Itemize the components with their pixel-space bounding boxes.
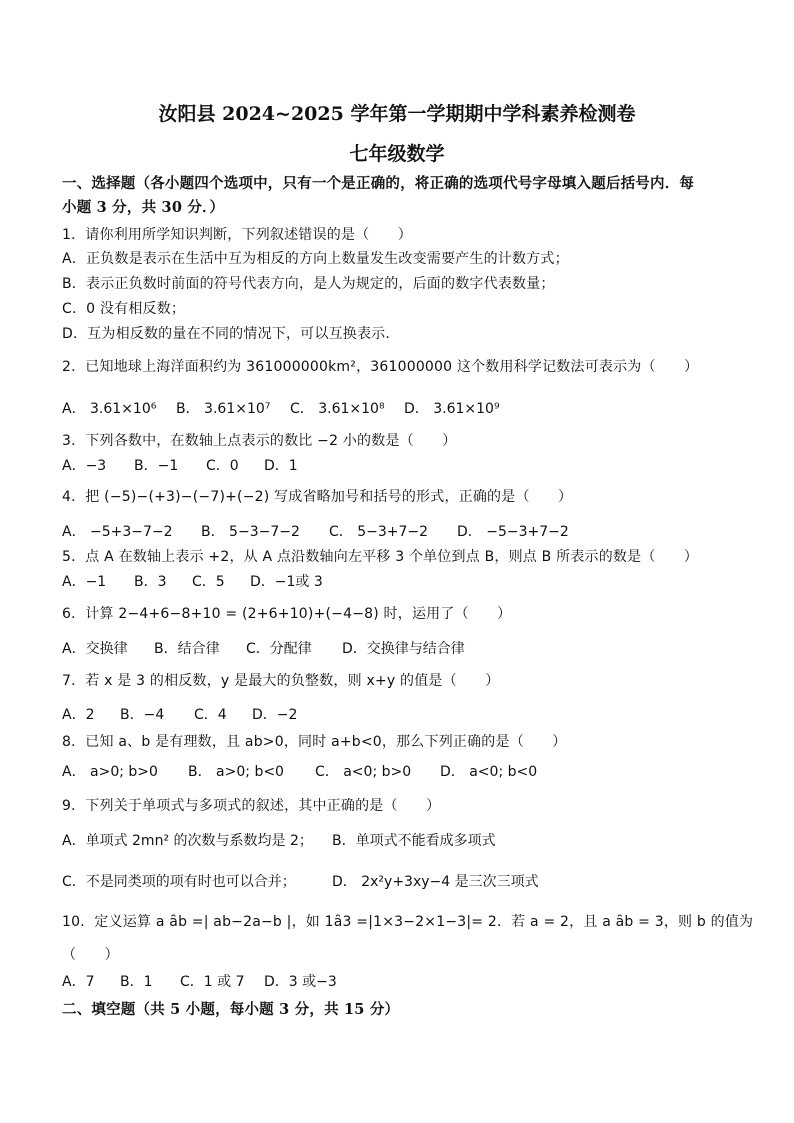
- exam-title: 汝阳县 2024~2025 学年第一学期期中学科素养检测卷: [158, 103, 636, 125]
- q10-stem: 10．定义运算 a ȃb =| ab−2a−b |，如 1ȃ3 =|1×3−2×1−3|= 2．若 a = 2，且 a ȃb = 3，则 b 的值为: [62, 914, 754, 930]
- q7-option-b: B．−4: [120, 707, 165, 723]
- q5-stem: 5．点 A 在数轴上表示 +2，从 A 点沿数轴向左平移 3 个单位到点 B，则点 B 所表示的数是（ ）: [62, 549, 699, 565]
- q5-option-c: C．5: [192, 574, 225, 590]
- q7-option-a: A．2: [62, 707, 95, 723]
- q3-option-d: D．1: [264, 458, 298, 474]
- q2-stem: 2．已知地球上海洋面积约为 361000000km²，361000000 这个数用科学记数法可表示为（ ）: [62, 359, 699, 375]
- q9-option-b: B．单项式不能看成多项式: [332, 833, 496, 849]
- q8-stem: 8．已知 a、b 是有理数，且 ab>0，同时 a+b<0，那么下列正确的是（ ）: [62, 734, 567, 750]
- q6-option-b: B．结合律: [154, 641, 220, 657]
- q4-option-d: D． −5−3+7−2: [457, 524, 569, 540]
- q8-option-b: B． a>0; b<0: [188, 764, 284, 780]
- q8-option-a: A． a>0; b>0: [62, 764, 158, 780]
- q10-option-b: B．1: [120, 974, 153, 990]
- q3-stem: 3．下列各数中，在数轴上点表示的数比 −2 小的数是（ ）: [62, 433, 457, 449]
- q5-option-a: A．−1: [62, 574, 107, 590]
- section2-heading: 二、填空题（共 5 小题，每小题 3 分，共 15 分）: [62, 1001, 400, 1018]
- q10-options: [62, 973, 337, 991]
- q10-option-d: D．3 或−3: [264, 974, 337, 990]
- q6-stem: 6．计算 2−4+6−8+10 = (2+6+10)+(−4−8) 时，运用了（ ）: [62, 606, 512, 622]
- q7-option-c: C．4: [194, 707, 227, 723]
- q9-option-a: A．单项式 2mn² 的次数与系数均是 2；: [62, 833, 313, 849]
- q3-option-b: B．−1: [134, 458, 179, 474]
- q6-option-d: D．交换律与结合律: [342, 641, 465, 657]
- q2-option-d: D． 3.61×10⁹: [404, 401, 500, 417]
- q9-stem: 9．下列关于单项式与多项式的叙述，其中正确的是（ ）: [62, 798, 441, 814]
- q3-options: [62, 457, 298, 475]
- q4-stem: 4．把 (−5)−(+3)−(−7)+(−2) 写成省略加号和括号的形式，正确的是（ ）: [62, 489, 573, 505]
- q3-option-a: A．−3: [62, 458, 107, 474]
- q6-option-a: A．交换律: [62, 641, 128, 657]
- q1-stem: 1．请你利用所学知识判断，下列叙述错误的是（ ）: [62, 227, 412, 243]
- q10-option-c: C．1 或 7: [180, 974, 245, 990]
- q9-options-row1: [62, 832, 496, 850]
- q10-stem-answer-blank: （ ）: [62, 947, 119, 963]
- q2-options: [62, 400, 500, 418]
- q10-option-a: A．7: [62, 974, 95, 990]
- q6-option-c: C．分配律: [246, 641, 312, 657]
- q4-option-b: B． 5−3−7−2: [201, 524, 300, 540]
- q9-option-c: C．不是同类项的项有时也可以合并；: [62, 874, 296, 890]
- q6-options: [62, 640, 465, 658]
- q2-option-c: C． 3.61×10⁸: [290, 401, 385, 417]
- q2-option-b: B． 3.61×10⁷: [176, 401, 271, 417]
- q1-option-b: B．表示正负数时前面的符号代表方向，是人为规定的，后面的数字代表数量；: [62, 276, 555, 292]
- q8-options: [62, 763, 537, 781]
- q3-option-c: C．0: [206, 458, 239, 474]
- q5-option-d: D．−1或 3: [250, 574, 323, 590]
- section1-heading-line1: 一、选择题（各小题四个选项中，只有一个是正确的，将正确的选项代号字母填入题后括号内．每: [62, 175, 695, 192]
- q7-stem: 7．若 x 是 3 的相反数，y 是最大的负整数，则 x+y 的值是（ ）: [62, 673, 500, 689]
- q1-option-d: D．互为相反数的量在不同的情况下，可以互换表示．: [62, 326, 400, 342]
- q8-option-d: D． a<0; b<0: [440, 764, 538, 780]
- q7-option-d: D．−2: [252, 707, 298, 723]
- q4-option-a: A． −5+3−7−2: [62, 524, 173, 540]
- q4-options: [62, 523, 569, 541]
- q5-options: [62, 573, 323, 591]
- q4-option-c: C． 5−3+7−2: [329, 524, 429, 540]
- q8-option-c: C． a<0; b>0: [315, 764, 412, 780]
- section1-heading-line2: 小题 3 分，共 30 分．）: [62, 199, 225, 216]
- q1-option-c: C．0 没有相反数；: [62, 301, 186, 317]
- q1-option-a: A．正负数是表示在生活中互为相反的方向上数量发生改变需要产生的计数方式；: [62, 251, 569, 267]
- exam-subtitle: 七年级数学: [349, 143, 445, 165]
- q9-option-d: D． 2x²y+3xy−4 是三次三项式: [332, 874, 539, 890]
- q2-option-a: A． 3.61×10⁶: [62, 401, 157, 417]
- q9-options-row2: [62, 873, 539, 891]
- q7-options: [62, 706, 297, 724]
- q5-option-b: B．3: [134, 574, 167, 590]
